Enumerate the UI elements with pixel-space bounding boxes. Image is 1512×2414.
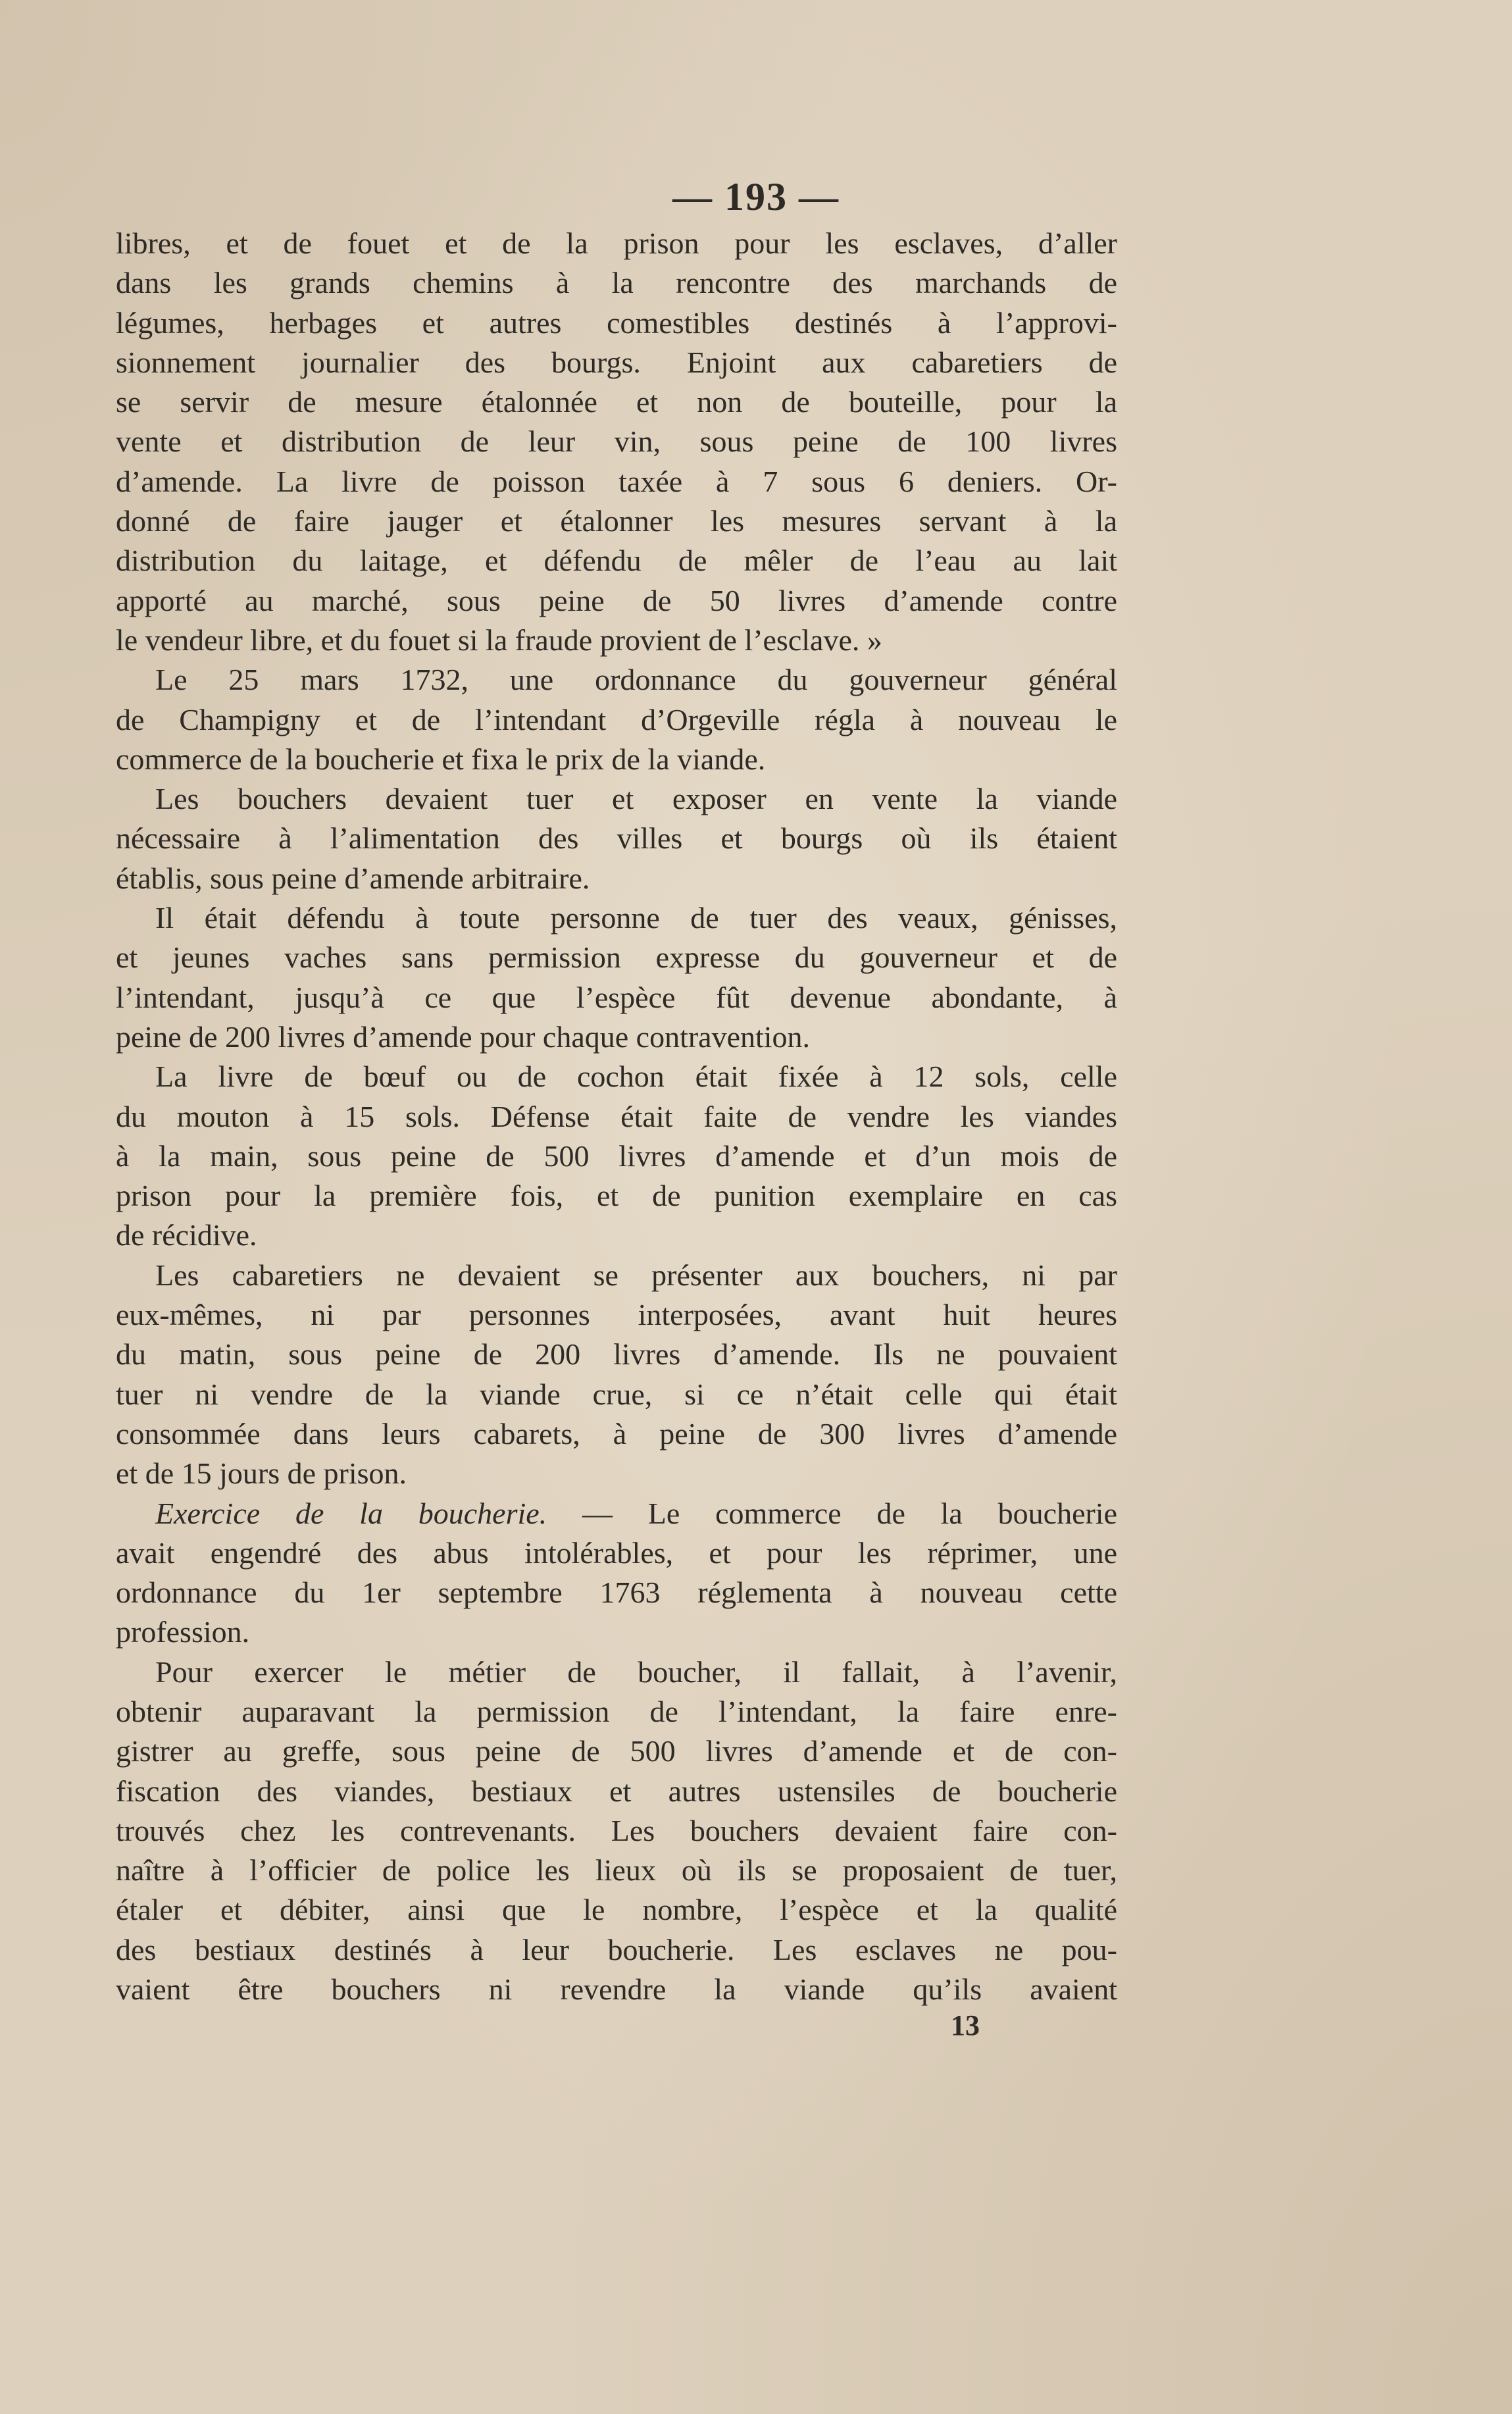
text-line: fiscation des viandes, bestiaux et autres ustensiles de boucherie — [116, 1774, 1117, 1808]
text-line: distribution du laitage, et défendu de mêler de l’eau au lait — [116, 544, 1117, 578]
signature-mark: 13 — [951, 2009, 980, 2042]
text-line: trouvés chez les contrevenants. Les bouchers devaient faire con- — [116, 1813, 1117, 1847]
text-line: sionnement journalier des bourgs. Enjoint aux cabaretiers de — [116, 345, 1117, 379]
text-line: Les cabaretiers ne devaient se présenter aux bouchers, ni par — [155, 1258, 1117, 1292]
text-line: de Champigny et de l’intendant d’Orgeville régla à nouveau le — [116, 702, 1117, 736]
text-line: d’amende. La livre de poisson taxée à 7 sous 6 deniers. Or- — [116, 464, 1117, 498]
text-line: vaient être bouchers ni revendre la viande qu’ils avaient — [116, 1972, 1117, 2007]
text-line: dans les grands chemins à la rencontre des marchands de — [116, 266, 1117, 300]
text-line: commerce de la boucherie et fixa le prix de la viande. — [116, 742, 766, 776]
text-line: avait engendré des abus intolérables, et pour les réprimer, une — [116, 1535, 1117, 1570]
text-line: et jeunes vaches sans permission expresse du gouverneur et de — [116, 940, 1117, 975]
text-line: prison pour la première fois, et de punition exemplaire en cas — [116, 1179, 1117, 1213]
text-line: l’intendant, jusqu’à ce que l’espèce fût devenue abondante, à — [116, 980, 1117, 1014]
section-heading: Exercice de la boucherie. — [155, 1496, 547, 1530]
text-line: libres, et de fouet et de la prison pour les esclaves, d’aller — [116, 226, 1117, 260]
text-line: profession. — [116, 1615, 250, 1649]
text-line: Pour exercer le métier de boucher, il fallait, à l’avenir, — [155, 1655, 1117, 1689]
text-line: et de 15 jours de prison. — [116, 1456, 407, 1491]
text-line: du matin, sous peine de 200 livres d’amende. Ils ne pouvaient — [116, 1337, 1117, 1372]
text-line: tuer ni vendre de la viande crue, si ce n’était celle qui était — [116, 1377, 1117, 1411]
text-line: gistrer au greffe, sous peine de 500 livres d’amende et de con- — [116, 1734, 1117, 1768]
text-line: légumes, herbages et autres comestibles destinés à l’approvi- — [116, 305, 1117, 340]
text-line: étaler et débiter, ainsi que le nombre, l’espèce et la qualité — [116, 1893, 1117, 1927]
text-line: eux-mêmes, ni par personnes interposées, avant huit heures — [116, 1298, 1117, 1332]
text-line: de récidive. — [116, 1218, 257, 1252]
text-line-content: — Le commerce de la boucherie — [547, 1496, 1117, 1530]
text-line: Les bouchers devaient tuer et exposer en vente la viande — [155, 782, 1117, 816]
text-line: La livre de bœuf ou de cochon était fixée à 12 sols, celle — [155, 1060, 1117, 1094]
page-number: — 193 — — [672, 175, 840, 218]
text-line: naître à l’officier de police les lieux où ils se proposaient de tuer, — [116, 1853, 1117, 1888]
text-line: établis, sous peine d’amende arbitraire. — [116, 861, 590, 895]
text-line: nécessaire à l’alimentation des villes et bourgs où ils étaient — [116, 821, 1117, 856]
text-line: Il était défendu à toute personne de tuer des veaux, génisses, — [155, 901, 1117, 935]
text-line: vente et distribution de leur vin, sous peine de 100 livres — [116, 424, 1117, 459]
text-line: Le 25 mars 1732, une ordonnance du gouverneur général — [155, 663, 1117, 697]
text-line: du mouton à 15 sols. Défense était faite de vendre les viandes — [116, 1099, 1117, 1133]
text-line — [116, 1494, 1117, 1533]
body-text — [116, 224, 1117, 2009]
text-line: le vendeur libre, et du fouet si la fraude provient de l’esclave. » — [116, 623, 882, 657]
text-line: se servir de mesure étalonnée et non de bouteille, pour la — [116, 385, 1117, 419]
text-line: ordonnance du 1er septembre 1763 réglementa à nouveau cette — [116, 1576, 1117, 1610]
text-line: des bestiaux destinés à leur boucherie. Les esclaves ne pou- — [116, 1932, 1117, 1966]
text-line: consommée dans leurs cabarets, à peine de 300 livres d’amende — [116, 1416, 1117, 1451]
text-line: donné de faire jauger et étalonner les mesures servant à la — [116, 504, 1117, 538]
text-line: apporté au marché, sous peine de 50 livres d’amende contre — [116, 583, 1117, 617]
text-line: à la main, sous peine de 500 livres d’amende et d’un mois de — [116, 1139, 1117, 1173]
text-line: peine de 200 livres d’amende pour chaque contravention. — [116, 1019, 811, 1054]
text-line: obtenir auparavant la permission de l’intendant, la faire enre- — [116, 1694, 1117, 1728]
